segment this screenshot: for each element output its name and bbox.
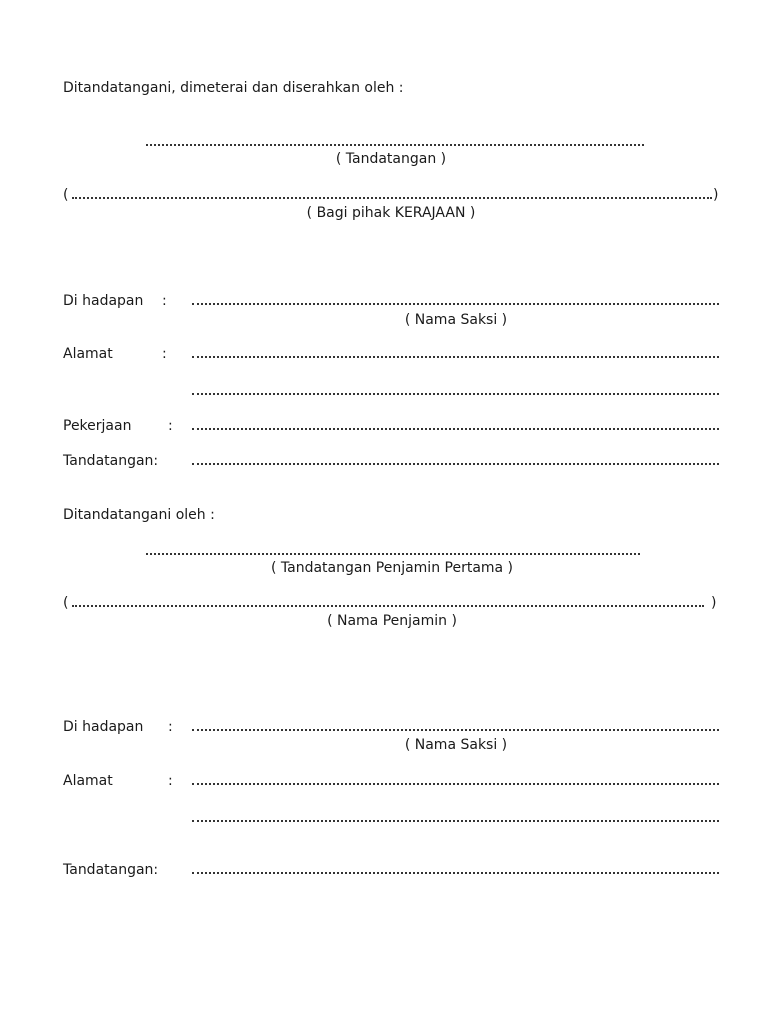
signature-label: Tandatangan: [63,453,159,469]
witness-before-label: Di hadapan [63,293,144,309]
section-heading: Ditandatangani oleh : [63,507,215,523]
colon: : [162,346,167,362]
witness-name-line [192,716,719,734]
witness-before-label: Di hadapan [63,719,144,735]
close-paren: ) [711,595,717,611]
guarantor-signature-caption: ( Tandatangan Penjamin Pertama ) [270,560,514,576]
close-paren: ) [713,187,719,203]
address-line-1 [192,343,719,361]
witness-name-caption: ( Nama Saksi ) [404,312,508,328]
address-line-2 [192,807,719,825]
colon: : [162,293,167,309]
colon: : [168,418,173,434]
address-label: Alamat [63,346,113,362]
guarantor-name-line [72,592,704,610]
signature-label: Tandatangan: [63,862,159,878]
guarantor-signature-line [146,540,640,558]
address-line-2 [192,380,719,398]
signature-line [146,131,644,149]
colon: : [168,773,173,789]
signature-caption: ( Tandatangan ) [335,151,447,167]
witness-signature-line [192,859,719,877]
colon: : [168,719,173,735]
address-line-1 [192,770,719,788]
occupation-label: Pekerjaan [63,418,132,434]
party-name-line [72,184,712,202]
witness-name-line [192,290,719,308]
occupation-line [192,415,719,433]
guarantor-name-caption: ( Nama Penjamin ) [327,613,457,629]
party-caption: ( Bagi pihak KERAJAAN ) [306,205,476,221]
address-label: Alamat [63,773,113,789]
open-paren: ( [63,595,69,611]
witness-name-caption: ( Nama Saksi ) [404,737,508,753]
section-heading: Ditandatangani, dimeterai dan diserahkan oleh : [63,80,404,96]
witness-signature-line [192,450,719,468]
open-paren: ( [63,187,69,203]
